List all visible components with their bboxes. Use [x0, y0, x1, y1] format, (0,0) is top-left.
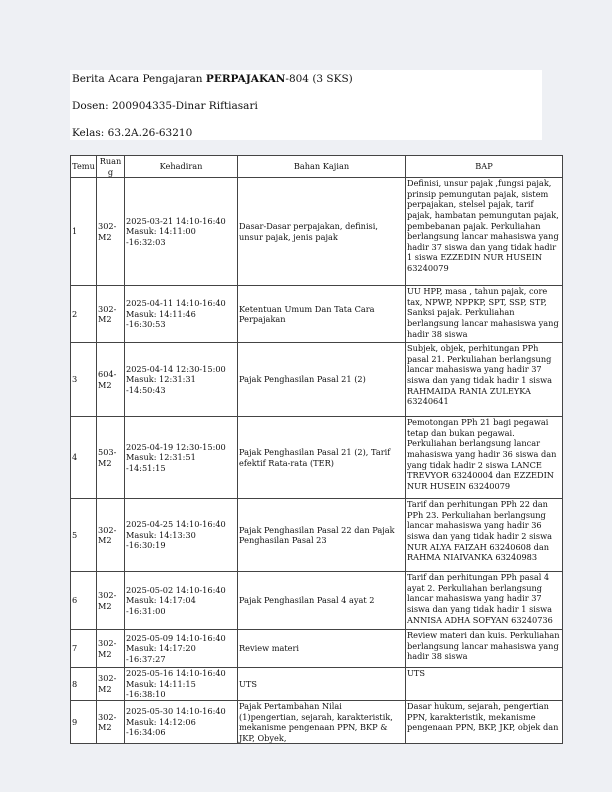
title-prefix: Berita Acara Pengajaran: [72, 73, 206, 85]
bap-cell: Definisi, unsur pajak ,fungsi pajak, prinsip pemungutan pajak, sistem perpajakan, stelsel pajak, tarif pajak, hambatan pemungutan pajak, pembebanan pajak. Perkuliahan berlangsung lancar mahasiswa yang hadir 37 siswa dan yang tidak hadir 1 siswa EZZEDIN NUR HUSEIN 63240079: [406, 178, 563, 286]
bap-cell: UU HPP, masa , tahun pajak, core tax, NPWP, NPPKP, SPT, SSP, STP, Sanksi pajak. Perkuliahan berlangsung lancar mahasiswa yang hadir 38 siswa: [406, 286, 563, 343]
bahan-kajian-cell: Pajak Penghasilan Pasal 4 ayat 2: [238, 572, 406, 630]
ruang-cell: 302-M2: [97, 499, 125, 572]
ruang-cell: 302-M2: [97, 630, 125, 668]
ruang-cell: 302-M2: [97, 700, 125, 743]
kehadiran-cell: 2025-03-21 14:10-16:40 Masuk: 14:11:00 -16:32:03: [125, 178, 238, 286]
bap-cell: Review materi dan kuis. Perkuliahan berlangsung lancar mahasiswa yang hadir 38 siswa: [406, 630, 563, 668]
temu-cell: 8: [71, 668, 97, 701]
table-row: [71, 178, 563, 286]
temu-cell: 4: [71, 417, 97, 499]
table-row: [71, 499, 563, 572]
table-header-row: [71, 156, 563, 178]
temu-cell: 6: [71, 572, 97, 630]
table-row: [71, 286, 563, 343]
bap-cell: Tarif dan perhitungan PPh pasal 4 ayat 2. Perkuliahan berlangsung lancar mahasiswa yang hadir 37 siswa dan yang tidak hadir 1 siswa ANNISA ADHA SOFYAN 63240736: [406, 572, 563, 630]
kehadiran-cell: 2025-05-09 14:10-16:40 Masuk: 14:17:20 -16:37:27: [125, 630, 238, 668]
table-row: [71, 572, 563, 630]
lecturer-line: Dosen: 200904335-Dinar Riftiasari: [72, 100, 258, 112]
kehadiran-cell: 2025-04-14 12:30-15:00 Masuk: 12:31:31 -14:50:43: [125, 343, 238, 417]
column-header-bahan-kajian: Bahan Kajian: [238, 156, 406, 178]
column-header-kehadiran: Kehadiran: [125, 156, 238, 178]
temu-cell: 9: [71, 700, 97, 743]
kehadiran-cell: 2025-05-16 14:10-16:40 Masuk: 14:11:15 -16:38:10: [125, 668, 238, 701]
bap-cell: Dasar hukum, sejarah, pengertian PPN, karakteristik, mekanisme pengenaan PPN, BKP, JKP, objek dan: [406, 700, 563, 743]
kehadiran-cell: 2025-04-25 14:10-16:40 Masuk: 14:13:30 -16:30:19: [125, 499, 238, 572]
kehadiran-cell: 2025-04-11 14:10-16:40 Masuk: 14:11:46 -16:30:53: [125, 286, 238, 343]
class-line: Kelas: 63.2A.26-63210: [72, 127, 193, 139]
bahan-kajian-cell: UTS: [238, 668, 406, 701]
document-header: [70, 70, 542, 140]
column-header-bap: BAP: [406, 156, 563, 178]
kehadiran-cell: 2025-05-02 14:10-16:40 Masuk: 14:17:04 -16:31:00: [125, 572, 238, 630]
bap-cell: Pemotongan PPh 21 bagi pegawai tetap dan bukan pegawai. Perkuliahan berlangsung lancar mahasiswa yang hadir 36 siswa dan yang tidak hadir 2 siswa LANCE TREVYOR 63240004 dan EZZEDIN NUR HUSEIN 63240079: [406, 417, 563, 499]
temu-cell: 7: [71, 630, 97, 668]
bahan-kajian-cell: Review materi: [238, 630, 406, 668]
bap-cell: Tarif dan perhitungan PPh 22 dan PPh 23. Perkuliahan berlangsung lancar mahasiswa yang hadir 36 siswa dan yang tidak hadir 2 siswa NUR ALYA FAIZAH 63240608 dan RAHMA NIAIVANKA 63240983: [406, 499, 563, 572]
table-row: [71, 417, 563, 499]
title-suffix: -804 (3 SKS): [285, 73, 353, 85]
bahan-kajian-cell: Pajak Penghasilan Pasal 21 (2), Tarif efektif Rata-rata (TER): [238, 417, 406, 499]
ruang-cell: 302-M2: [97, 572, 125, 630]
kehadiran-cell: 2025-04-19 12:30-15:00 Masuk: 12:31:51 -14:51:15: [125, 417, 238, 499]
bahan-kajian-cell: Pajak Penghasilan Pasal 21 (2): [238, 343, 406, 417]
ruang-cell: 302-M2: [97, 668, 125, 701]
column-header-ruang: Ruang: [97, 156, 125, 178]
ruang-cell: 604-M2: [97, 343, 125, 417]
table-row: [71, 630, 563, 668]
ruang-cell: 503-M2: [97, 417, 125, 499]
table-row: [71, 343, 563, 417]
table-row: [71, 668, 563, 701]
temu-cell: 1: [71, 178, 97, 286]
table-row: [71, 700, 563, 743]
kehadiran-cell: 2025-05-30 14:10-16:40 Masuk: 14:12:06 -16:34:06: [125, 700, 238, 743]
bap-cell: UTS: [406, 668, 563, 701]
bahan-kajian-cell: Pajak Penghasilan Pasal 22 dan Pajak Penghasilan Pasal 23: [238, 499, 406, 572]
temu-cell: 5: [71, 499, 97, 572]
bahan-kajian-cell: Pajak Pertambahan Nilai (1)pengertian, sejarah, karakteristik, mekanisme pengenaan PPN, BKP & JKP, Obyek,: [238, 700, 406, 743]
bap-cell: Subjek, objek, perhitungan PPh pasal 21. Perkuliahan berlangsung lancar mahasiswa yang hadir 37 siswa dan yang tidak hadir 1 siswa RAHMAIDA RANIA ZULEYKA 63240641: [406, 343, 563, 417]
column-header-temu: Temu: [71, 156, 97, 178]
course-name: PERPAJAKAN: [205, 73, 286, 85]
bahan-kajian-cell: Ketentuan Umum Dan Tata Cara Perpajakan: [238, 286, 406, 343]
document-title: [72, 73, 353, 85]
temu-cell: 3: [71, 343, 97, 417]
temu-cell: 2: [71, 286, 97, 343]
ruang-cell: 302-M2: [97, 286, 125, 343]
bahan-kajian-cell: Dasar-Dasar perpajakan, definisi, unsur pajak, jenis pajak: [238, 178, 406, 286]
attendance-table: [70, 155, 563, 744]
ruang-cell: 302-M2: [97, 178, 125, 286]
